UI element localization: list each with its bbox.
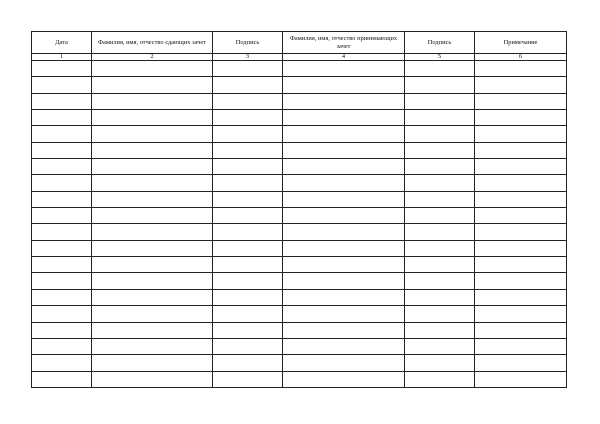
examiner-name-cell xyxy=(283,306,405,322)
column-number: 5 xyxy=(405,54,475,61)
examinee-name-cell xyxy=(92,77,213,93)
header-examiner-name: Фамилия, имя, отчество принимающих зачет xyxy=(283,32,405,54)
note-cell xyxy=(475,126,567,142)
date-cell xyxy=(32,208,92,224)
examiner-name-cell xyxy=(283,126,405,142)
examiner-name-cell xyxy=(283,191,405,207)
examinee-name-cell xyxy=(92,257,213,273)
note-cell xyxy=(475,191,567,207)
examiner-name-cell xyxy=(283,110,405,126)
date-cell xyxy=(32,110,92,126)
header-examinee-name: Фамилия, имя, отчество сдающих зачет xyxy=(92,32,213,54)
date-cell xyxy=(32,191,92,207)
date-cell xyxy=(32,273,92,289)
date-cell xyxy=(32,159,92,175)
note-cell xyxy=(475,110,567,126)
table-row xyxy=(32,61,567,77)
table-row xyxy=(32,224,567,240)
note-cell xyxy=(475,175,567,191)
examinee-signature-cell xyxy=(213,110,283,126)
examiner-signature-cell xyxy=(405,175,475,191)
note-cell xyxy=(475,322,567,338)
examiner-name-cell xyxy=(283,273,405,289)
examiner-name-cell xyxy=(283,322,405,338)
examiner-name-cell xyxy=(283,142,405,158)
examinee-signature-cell xyxy=(213,61,283,77)
date-cell xyxy=(32,257,92,273)
examiner-signature-cell xyxy=(405,273,475,289)
table-row xyxy=(32,159,567,175)
examiner-signature-cell xyxy=(405,257,475,273)
examinee-name-cell xyxy=(92,240,213,256)
examiner-signature-cell xyxy=(405,61,475,77)
date-cell xyxy=(32,175,92,191)
examinee-signature-cell xyxy=(213,338,283,354)
note-cell xyxy=(475,355,567,371)
examiner-name-cell xyxy=(283,93,405,109)
examiner-name-cell xyxy=(283,289,405,305)
column-number: 3 xyxy=(213,54,283,61)
examiner-signature-cell xyxy=(405,110,475,126)
examinee-signature-cell xyxy=(213,224,283,240)
examinee-name-cell xyxy=(92,289,213,305)
examiner-signature-cell xyxy=(405,224,475,240)
note-cell xyxy=(475,240,567,256)
examiner-name-cell xyxy=(283,240,405,256)
examinee-signature-cell xyxy=(213,289,283,305)
table-row xyxy=(32,142,567,158)
examiner-name-cell xyxy=(283,224,405,240)
examinee-signature-cell xyxy=(213,191,283,207)
table-row xyxy=(32,126,567,142)
examiner-signature-cell xyxy=(405,159,475,175)
examiner-signature-cell xyxy=(405,306,475,322)
note-cell xyxy=(475,159,567,175)
examinee-signature-cell xyxy=(213,142,283,158)
table-row xyxy=(32,289,567,305)
date-cell xyxy=(32,126,92,142)
examinee-name-cell xyxy=(92,273,213,289)
header-examinee-signature: Подпись xyxy=(213,32,283,54)
examinee-name-cell xyxy=(92,126,213,142)
examinee-name-cell xyxy=(92,355,213,371)
examinee-name-cell xyxy=(92,191,213,207)
column-number-row xyxy=(32,54,567,61)
note-cell xyxy=(475,289,567,305)
date-cell xyxy=(32,338,92,354)
header-note: Примечание xyxy=(475,32,567,54)
examinee-signature-cell xyxy=(213,273,283,289)
examinee-name-cell xyxy=(92,306,213,322)
examiner-name-cell xyxy=(283,208,405,224)
date-cell xyxy=(32,306,92,322)
examinee-name-cell xyxy=(92,61,213,77)
table-body xyxy=(32,61,567,388)
examinee-signature-cell xyxy=(213,322,283,338)
note-cell xyxy=(475,77,567,93)
date-cell xyxy=(32,355,92,371)
examinee-signature-cell xyxy=(213,175,283,191)
date-cell xyxy=(32,142,92,158)
note-cell xyxy=(475,208,567,224)
examinee-name-cell xyxy=(92,322,213,338)
examiner-name-cell xyxy=(283,257,405,273)
date-cell xyxy=(32,61,92,77)
examinee-name-cell xyxy=(92,175,213,191)
examiner-name-cell xyxy=(283,175,405,191)
examiner-signature-cell xyxy=(405,208,475,224)
examiner-signature-cell xyxy=(405,191,475,207)
date-cell xyxy=(32,77,92,93)
credit-register-table xyxy=(31,31,567,388)
examinee-signature-cell xyxy=(213,306,283,322)
note-cell xyxy=(475,338,567,354)
note-cell xyxy=(475,257,567,273)
examinee-signature-cell xyxy=(213,208,283,224)
examiner-name-cell xyxy=(283,338,405,354)
table-row xyxy=(32,273,567,289)
column-number: 6 xyxy=(475,54,567,61)
examiner-name-cell xyxy=(283,77,405,93)
examiner-signature-cell xyxy=(405,126,475,142)
note-cell xyxy=(475,306,567,322)
examinee-signature-cell xyxy=(213,126,283,142)
date-cell xyxy=(32,322,92,338)
table-row xyxy=(32,175,567,191)
note-cell xyxy=(475,224,567,240)
examiner-signature-cell xyxy=(405,322,475,338)
table-row xyxy=(32,93,567,109)
examiner-signature-cell xyxy=(405,338,475,354)
table-row xyxy=(32,322,567,338)
note-cell xyxy=(475,93,567,109)
date-cell xyxy=(32,289,92,305)
document-sheet xyxy=(31,31,566,388)
column-number: 1 xyxy=(32,54,92,61)
column-number: 4 xyxy=(283,54,405,61)
examiner-name-cell xyxy=(283,159,405,175)
examinee-signature-cell xyxy=(213,371,283,387)
date-cell xyxy=(32,371,92,387)
header-row xyxy=(32,32,567,54)
column-number: 2 xyxy=(92,54,213,61)
table-row xyxy=(32,208,567,224)
examinee-name-cell xyxy=(92,224,213,240)
table-row xyxy=(32,77,567,93)
examinee-signature-cell xyxy=(213,159,283,175)
examinee-signature-cell xyxy=(213,257,283,273)
examinee-name-cell xyxy=(92,208,213,224)
note-cell xyxy=(475,273,567,289)
examinee-name-cell xyxy=(92,159,213,175)
examinee-signature-cell xyxy=(213,355,283,371)
examinee-name-cell xyxy=(92,338,213,354)
date-cell xyxy=(32,224,92,240)
examinee-name-cell xyxy=(92,110,213,126)
examinee-name-cell xyxy=(92,142,213,158)
table-row xyxy=(32,371,567,387)
examiner-signature-cell xyxy=(405,371,475,387)
examinee-name-cell xyxy=(92,371,213,387)
table-row xyxy=(32,257,567,273)
header-date: Дата xyxy=(32,32,92,54)
examinee-signature-cell xyxy=(213,77,283,93)
examiner-signature-cell xyxy=(405,289,475,305)
examinee-signature-cell xyxy=(213,93,283,109)
table-row xyxy=(32,355,567,371)
table-row xyxy=(32,110,567,126)
examiner-signature-cell xyxy=(405,142,475,158)
examinee-name-cell xyxy=(92,93,213,109)
header-examiner-signature: Подпись xyxy=(405,32,475,54)
examiner-signature-cell xyxy=(405,77,475,93)
examiner-signature-cell xyxy=(405,355,475,371)
examiner-signature-cell xyxy=(405,93,475,109)
date-cell xyxy=(32,240,92,256)
note-cell xyxy=(475,371,567,387)
note-cell xyxy=(475,142,567,158)
note-cell xyxy=(475,61,567,77)
examiner-signature-cell xyxy=(405,240,475,256)
table-row xyxy=(32,306,567,322)
date-cell xyxy=(32,93,92,109)
table-row xyxy=(32,191,567,207)
table-row xyxy=(32,338,567,354)
examiner-name-cell xyxy=(283,371,405,387)
table-row xyxy=(32,240,567,256)
examinee-signature-cell xyxy=(213,240,283,256)
examiner-name-cell xyxy=(283,355,405,371)
examiner-name-cell xyxy=(283,61,405,77)
